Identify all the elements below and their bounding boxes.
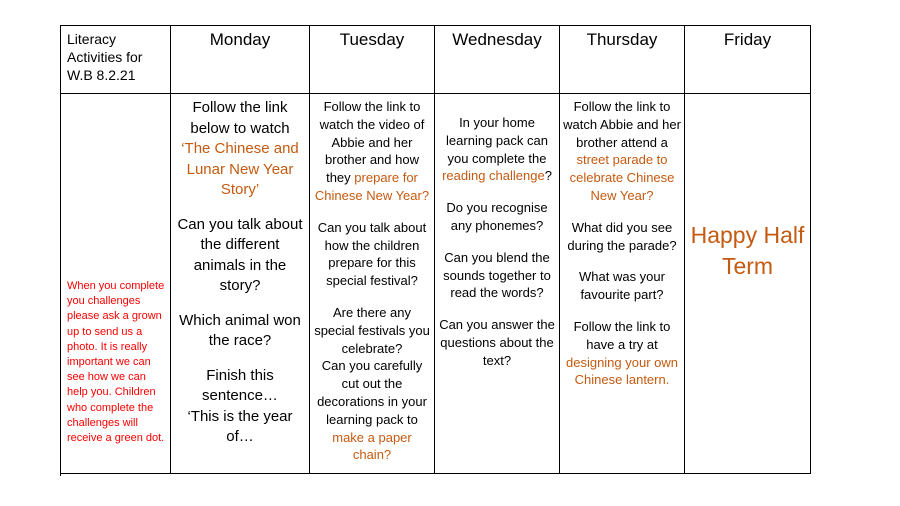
monday-cell	[171, 94, 310, 474]
monday-intro: Follow the link below to watch	[190, 99, 290, 137]
table-edge-mark	[60, 468, 61, 476]
day-header-wednesday: Wednesday	[435, 26, 560, 94]
wednesday-question-blend: Can you blend the sounds together to read the words?	[443, 249, 551, 301]
day-header-thursday: Thursday	[560, 26, 685, 94]
wednesday-question-phonemes: Do you recognise any phonemes?	[446, 200, 548, 233]
thursday-cell	[560, 94, 685, 474]
monday-finish-sentence: Finish this sentence…	[202, 366, 278, 404]
tuesday-paper-chain-link[interactable]: make a paper chain?	[332, 429, 412, 463]
header-row	[61, 26, 811, 94]
tuesday-cell	[310, 94, 435, 474]
thursday-question-see: What did you see during the parade?	[567, 219, 677, 253]
thursday-lantern-link[interactable]: designing your own Chinese lantern.	[565, 354, 679, 388]
wednesday-question-text: Can you answer the questions about the text?	[439, 317, 555, 368]
title-cell	[61, 26, 171, 94]
literacy-activities-table	[60, 25, 811, 474]
tuesday-question-festivals: Are there any special festivals you celebrate?	[314, 304, 430, 356]
happy-half-term: Happy Half Term	[690, 222, 805, 279]
wednesday-reading-link[interactable]: reading challenge	[442, 168, 545, 184]
day-header-monday: Monday	[171, 26, 310, 94]
monday-question-race: Which animal won the race?	[179, 311, 301, 349]
day-header-friday: Friday	[685, 26, 811, 94]
wednesday-cell	[435, 94, 560, 474]
day-header-tuesday: Tuesday	[310, 26, 435, 94]
tuesday-cut-out: Can you carefully cut out the decorations in your learning pack to make a paper chain?	[317, 358, 427, 463]
monday-question-animals: Can you talk about the different animals in the story?	[177, 215, 303, 294]
tuesday-question-prepare: Can you talk about how the children prepare for this special festival?	[317, 219, 427, 289]
thursday-question-favourite: What was your favourite part?	[579, 269, 665, 303]
tuesday-intro: Follow the link to watch the video of Abbie and her brother and how they prepare for Chinese New Year?	[314, 99, 430, 203]
title-line-2: Activities for	[67, 49, 143, 65]
title-line-3: W.B 8.2.21	[67, 67, 136, 83]
monday-story-link[interactable]: ‘The Chinese and Lunar New Year Story’	[181, 140, 299, 198]
title-line-1: Literacy	[67, 31, 117, 47]
thursday-lantern: Follow the link to have a try at designing your own Chinese lantern.	[565, 318, 679, 388]
activities-row	[61, 94, 811, 474]
monday-sentence-starter: ‘This is the year of…	[187, 407, 293, 445]
thursday-intro: Follow the link to watch Abbie and her brother attend a street parade to celebrate Chinese New Year?	[563, 99, 681, 203]
photo-note: When you complete you challenges please ask a grown up to send us a photo. It is really important we can see how we can help you. Children who complete the challenges will receive a green dot.	[67, 280, 165, 445]
friday-cell	[685, 94, 811, 474]
note-cell	[61, 94, 171, 474]
tuesday-video-link[interactable]: prepare for Chinese New Year?	[314, 170, 430, 203]
thursday-parade-link[interactable]: street parade to celebrate Chinese New Year?	[569, 152, 675, 203]
wednesday-intro: In your home learning pack can you complete the reading challenge?	[442, 115, 552, 184]
